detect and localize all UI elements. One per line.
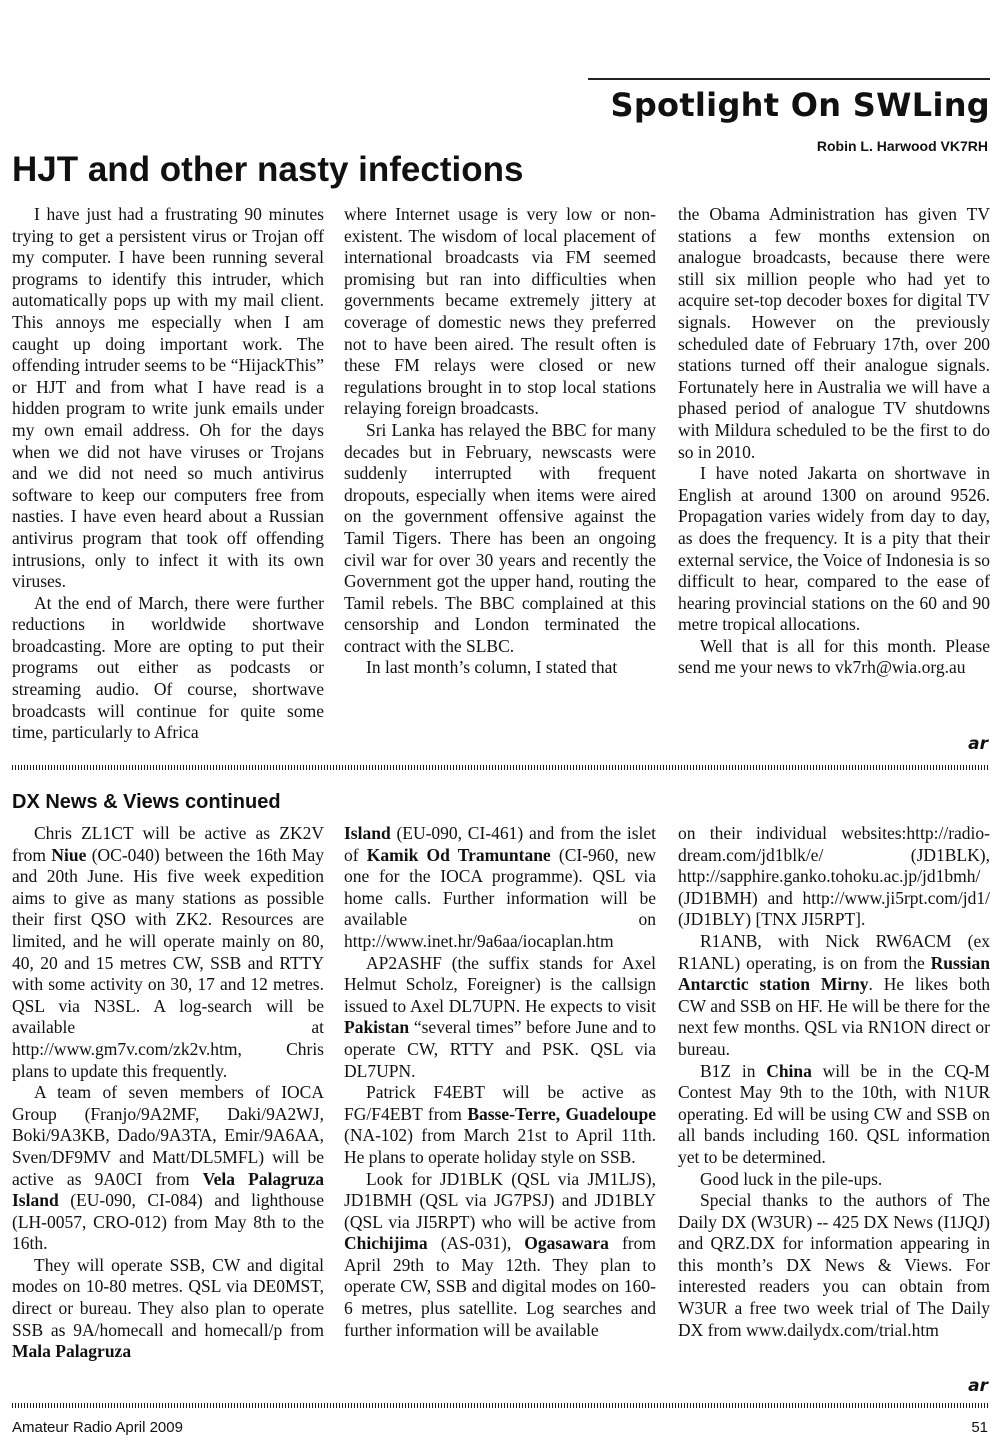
dx-paragraph: R1ANB, with Nick RW6ACM (ex R1ANL) operating, is on from the Russian Antarctic station Mirny. He likes both CW and SSB on HF. He will be there for the next few months. QSL via RN1ON direct or bureau. — [678, 930, 990, 1059]
dx-paragraph: A team of seven members of IOCA Group (Franjo/9A2MF, Daki/9A2WJ, Boki/9A3KB, Dado/9A3TA, Emir/9A6AA, Sven/DF9MV and Matt/DL5MFL) will be active as 9A0CI from Vela Palagruza Island (EU-090, CI-084) and lighthouse (LH-0057, CRO-012) from May 8th to the 16th. — [12, 1082, 324, 1254]
section-title-rule — [588, 78, 990, 80]
dx-paragraph: They will operate SSB, CW and digital modes on 10-80 metres. QSL via DE0MST, direct or bureau. They also plan to operate SSB as 9A/homecall and homecall/p from Mala Palagruza — [12, 1254, 324, 1362]
footer-divider — [12, 1403, 988, 1408]
dx-paragraph: Good luck in the pile-ups. — [700, 1168, 883, 1189]
author-byline: Robin L. Harwood VK7RH — [816, 138, 988, 154]
article-column-3 — [678, 204, 990, 679]
dx-paragraph: AP2ASHF (the suffix stands for Axel Helmut Scholz, Foreigner) is the callsign issued to Axel DL7UPN. He expects to visit Pakistan “several times” before June and to operate CW, RTTY and PSK. QSL via DL7UPN. — [344, 952, 656, 1081]
dx-paragraph: Chris ZL1CT will be active as ZK2V from Niue (OC-040) between the 16th May and 20th June. His five week expedition aims to give as many stations as possible their first QSO with ZK2. Resources are limited, and he will operate mainly on 80, 40, 20 and 15 metres CW, SSB and RTTY with some activity on 30, 17 and 12 metres. QSL via N3SL. A log-search will be available at http://www.gm7v.com/zk2v.htm, Chris plans to update this frequently. — [12, 823, 324, 1081]
article-paragraph: I have noted Jakarta on shortwave in English at around 1300 on around 9526. Propagation varies widely from day to day, as does the frequency. It is a pity that their external service, the Voice of Indonesia is so difficult to hear, compared to the ease of hearing provincial stations on the 60 and 90 metre tropical allocations. — [678, 463, 990, 635]
page-number: 51 — [971, 1419, 988, 1436]
publication-footer: Amateur Radio April 2009 — [12, 1419, 183, 1436]
dx-paragraph: Island (EU-090, CI-461) and from the islet of Kamik Od Tramuntane (CI-960, new one for the IOCA programme). QSL via home calls. Further information will be available on http://www.inet.hr/9a6aa/iocaplan.htm — [344, 823, 657, 951]
dx-paragraph: Patrick F4EBT will be active as FG/F4EBT from Basse-Terre, Guadeloupe (NA-102) from March 21st to April 11th. He plans to operate holiday style on SSB. — [344, 1082, 657, 1167]
article-paragraph: where Internet usage is very low or non-existent. The wisdom of local placement of international broadcasts via FM seemed promising but ran into difficulties when governments became extremely jittery at coverage of domestic news they preferred not to have been aired. The result often is these FM relays were closed or new regulations brought in to stop local stations relaying foreign broadcasts. — [344, 204, 656, 419]
dx-paragraph: Look for JD1BLK (QSL via JM1LJS), JD1BMH (QSL via JG7PSJ) and JD1BLY (QSL via JI5RPT) who will be active from Chichijima (AS-031), Ogasawara from April 29th to May 12th. They plan to operate CW, SSB and digital modes on 160-6 metres, plus satellite. Log searches and further information will be available — [344, 1168, 656, 1340]
article-paragraph: In last month’s column, I stated that — [366, 657, 618, 678]
dx-paragraph: B1Z in China will be in the CQ-M Contest May 9th to the 10th, with N1UR operating. Ed will be using CW and SSB on all bands including 160. QSL information yet to be determined. — [678, 1060, 990, 1167]
article-column-2 — [344, 204, 656, 679]
dx-section-heading: DX News & Views continued — [12, 791, 281, 813]
dx-paragraph: on their individual websites:http://radio-dream.com/jd1blk/e/ (JD1BLK), http://sapphire.ganko.tohoku.ac.jp/jd1bmh/ (JD1BMH) and http://www.ji5rpt.com/jd1/ (JD1BLY) [TNX JI5RPT]. — [678, 823, 990, 930]
dx-column-3 — [678, 823, 990, 1341]
article-paragraph: At the end of March, there were further reductions in worldwide shortwave broadcasting. More are opting to put their programs out either as podcasts or streaming audio. Of course, shortwave broadcasts will continue for quite some time, particularly to Africa — [12, 592, 324, 743]
dx-paragraph: Special thanks to the authors of The Daily DX (W3UR) -- 425 DX News (I1JQJ) and QRZ.DX for information appearing in this month’s DX News & Views. For interested readers you can obtain from W3UR a free two week trial of The Daily DX from www.dailydx.com/trial.htm — [678, 1190, 990, 1340]
article-paragraph: Sri Lanka has relayed the BBC for many decades but in February, newscasts were suddenly interrupted with frequent dropouts, especially when items were aired on the government offensive against the Tamil Tigers. There has been an ongoing civil war for over 30 years and recently the Government got the upper hand, routing the Tamil rebels. The BBC complained at this censorship and London terminated the contract with the SLBC. — [344, 419, 656, 656]
dx-end-mark: ar — [968, 1376, 988, 1396]
article-end-mark: ar — [968, 734, 988, 754]
dx-column-1 — [12, 823, 324, 1363]
article-paragraph: Well that is all for this month. Please send me your news to vk7rh@wia.org.au — [678, 635, 990, 678]
article-headline: HJT and other nasty infections — [12, 150, 524, 189]
section-title: Spotlight On SWLing — [610, 86, 990, 124]
section-divider — [12, 765, 988, 770]
dx-column-2 — [344, 823, 656, 1341]
article-paragraph: I have just had a frustrating 90 minutes trying to get a persistent virus or Trojan off my computer. I have been running several programs to identify this intruder, which automatically pops up with my mail client. This annoys me especially when I am caught up doing important work. The offending intruder seems to be “HijackThis” or HJT and from what I have read is a hidden program to write junk emails under my own email address. Oh for the days when we did not have viruses or Trojans and we did not need so much antivirus software to keep our computers free from nasties. I have even heard about a Russian antivirus program that took off offending intrusions, only to infect it with its own viruses. — [12, 204, 324, 592]
article-column-1 — [12, 204, 324, 744]
article-paragraph: the Obama Administration has given TV stations a few months extension on analogue broadcasts, because there were still six million people who had yet to acquire set-top decoder boxes for digital TV signals. However on the previously scheduled date of February 17th, over 200 stations turned off their analogue signals. Fortunately here in Australia we will have a phased period of analogue TV shutdowns with Mildura scheduled to be the first to do so in 2010. — [678, 204, 990, 462]
